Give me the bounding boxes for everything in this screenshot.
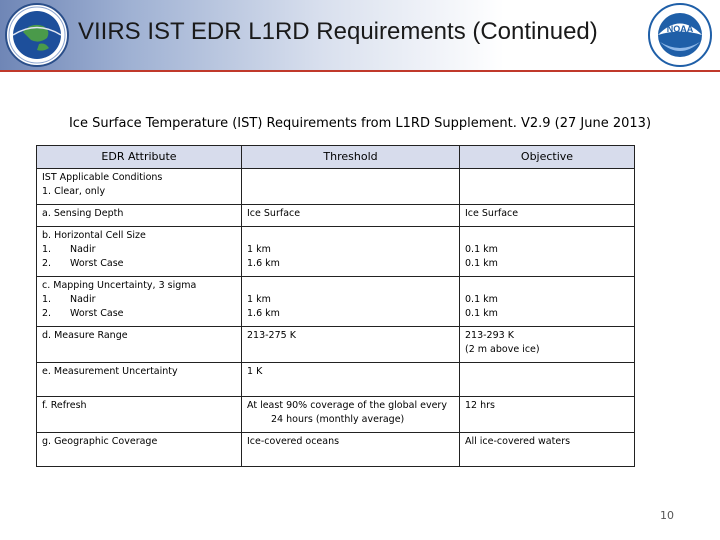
attribute-cell: g. Geographic Coverage [37,433,242,467]
table-row [37,227,635,277]
threshold-cell: 1 km 1.6 km [242,227,460,277]
table-row [37,327,635,363]
objective-cell: 0.1 km 0.1 km [460,277,635,327]
viirs-seal-icon [3,2,71,68]
slide-title: VIIRS IST EDR L1RD Requirements (Continued) [78,18,598,45]
threshold-cell: 1 K [242,363,460,397]
threshold-cell: Ice-covered oceans [242,433,460,467]
noaa-logo-icon [646,2,714,68]
objective-cell: 0.1 km 0.1 km [460,227,635,277]
attribute-cell: a. Sensing Depth [37,205,242,227]
attribute-cell: b. Horizontal Cell Size 1. Nadir 2. Worst Case [37,227,242,277]
table-header-row [37,146,635,169]
page-number: 10 [660,509,674,522]
table-row [37,433,635,467]
threshold-cell [242,169,460,205]
threshold-cell: Ice Surface [242,205,460,227]
column-header-objective: Objective [460,146,635,169]
table-row [37,205,635,227]
threshold-cell: 213-275 K [242,327,460,363]
threshold-cell: At least 90% coverage of the global every 24 hours (monthly average) [242,397,460,433]
table-row [37,169,635,205]
attribute-cell: IST Applicable Conditions 1. Clear, only [37,169,242,205]
objective-cell [460,169,635,205]
objective-cell: 213-293 K (2 m above ice) [460,327,635,363]
attribute-cell: e. Measurement Uncertainty [37,363,242,397]
threshold-cell: 1 km 1.6 km [242,277,460,327]
table-row [37,363,635,397]
table-row [37,397,635,433]
column-header-attribute: EDR Attribute [37,146,242,169]
objective-cell: 12 hrs [460,397,635,433]
requirements-table [36,145,635,467]
objective-cell: Ice Surface [460,205,635,227]
attribute-cell: d. Measure Range [37,327,242,363]
header-divider [0,70,720,72]
column-header-threshold: Threshold [242,146,460,169]
objective-cell [460,363,635,397]
noaa-logo-text: NOAA [666,24,694,34]
table-caption: Ice Surface Temperature (IST) Requirements from L1RD Supplement. V2.9 (27 June 2013) [68,116,652,131]
attribute-cell: f. Refresh [37,397,242,433]
attribute-cell: c. Mapping Uncertainty, 3 sigma 1. Nadir 2. Worst Case [37,277,242,327]
objective-cell: All ice-covered waters [460,433,635,467]
table-row [37,277,635,327]
